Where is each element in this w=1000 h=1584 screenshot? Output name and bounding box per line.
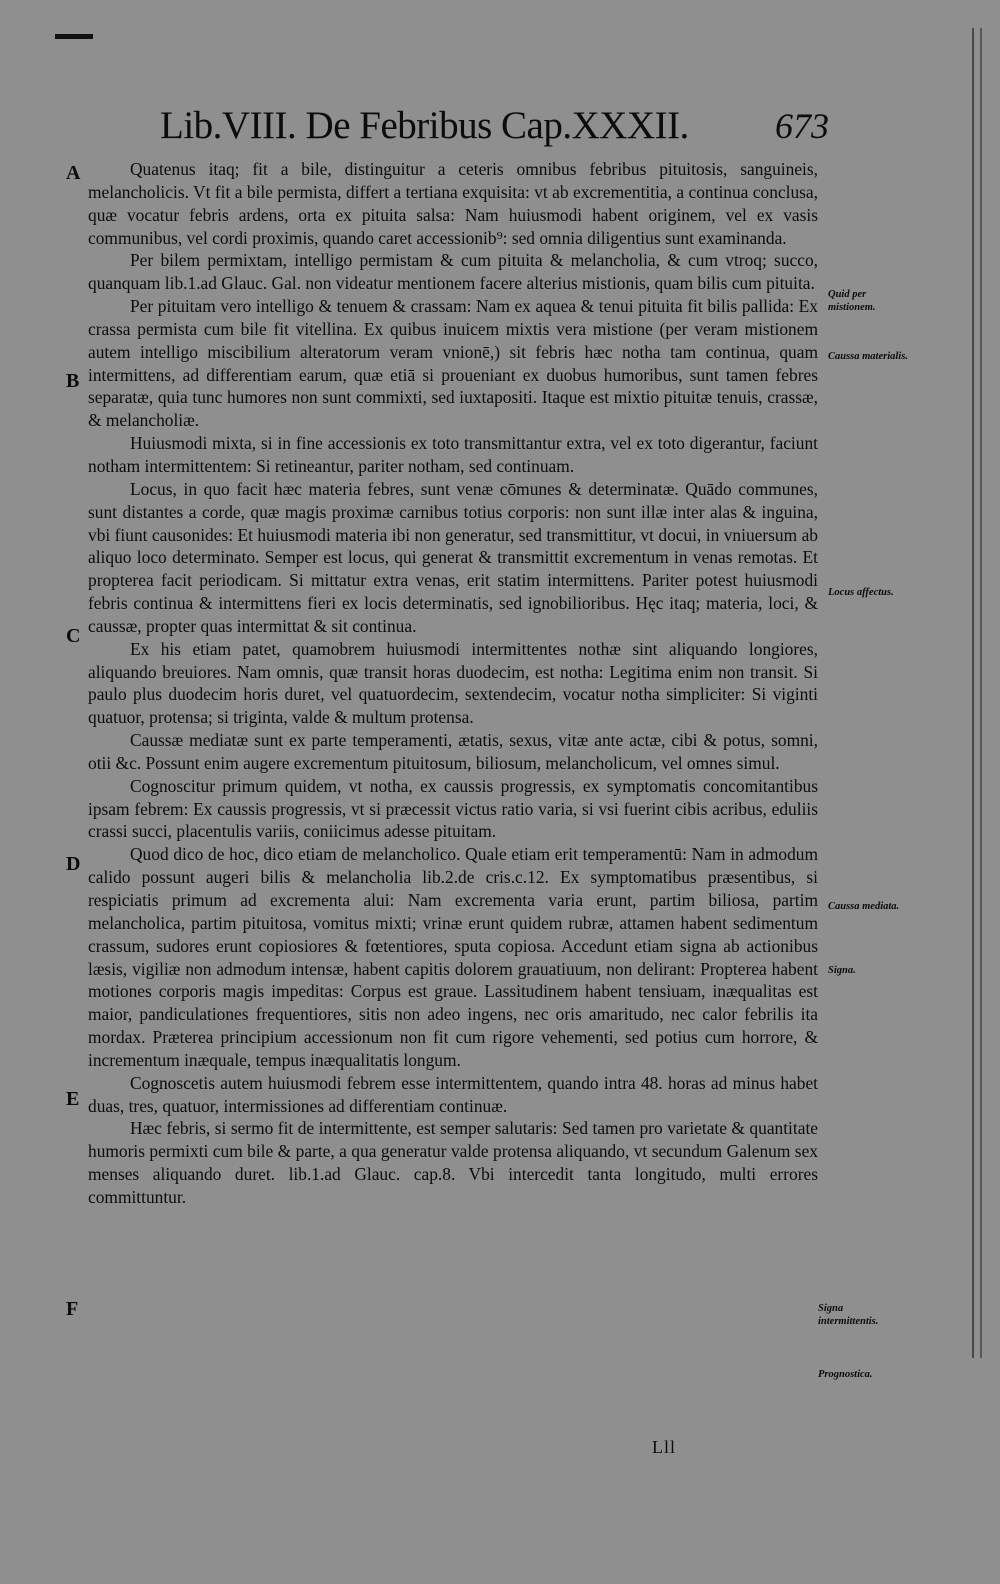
section-letter-b: B: [66, 370, 80, 392]
margin-note: Signa intermittentis.: [818, 1303, 879, 1327]
page-edge-line: [980, 28, 982, 1358]
margin-note: Locus affectus.: [828, 587, 894, 598]
section-letter-d: D: [66, 853, 81, 875]
paragraph: Ex his etiam patet, quamobrem huiusmodi intermittentes nothæ sint aliquando longiores, aliquando breuiores. Nam omnis, quæ transit horas duodecim, est notha: Legitima enim non transit. Si paulo plus duodecim horis duret, vel quatuordecim, sextendecim, vocatur notha simpliciter: Si viginti quatuor, protensa; si triginta, valde & multum protensa.: [88, 638, 818, 728]
top-rule: [55, 34, 93, 39]
page-number: 673: [775, 106, 829, 146]
section-letter-c: C: [66, 625, 81, 647]
running-title: Lib.VIII. De Febribus Cap.XXXII.: [160, 104, 689, 147]
body-text: [88, 158, 818, 1209]
section-letter-e: E: [66, 1088, 80, 1110]
section-letter-f: F: [66, 1298, 79, 1320]
margin-note: Quid per mistionem.: [828, 289, 876, 313]
paragraph: Quatenus itaq; fit a bile, distinguitur a ceteris omnibus febribus pituitosis, sanguineis, melancholicis. Vt fit a bile permista, differt a tertiana exquisita: vt ab excrementitia, a continua conclusa, quæ vocatur febris ardens, orta ex pituita salsa: Nam huiusmodi habent originem, vel ex vasis communibus, vel cordi proximis, quando caret accessionib⁹: sed omnia diligentius sunt examinanda.: [88, 159, 818, 248]
paragraph: Caussæ mediatæ sunt ex parte temperamenti, ætatis, sexus, vitæ ante actæ, cibi & potus, somni, otii &c. Possunt enim augere excrementum pituitosum, biliosum, melancholicum, vel omnes simul.: [88, 730, 818, 773]
paragraph: Hæc febris, si sermo fit de intermittente, est semper salutaris: Sed tamen pro varietate & quantitate humoris permixti cum bile & parte, a qua generatur valde protensa aliquando, vt secundum Galenum sex menses aliquando duret. lib.1.ad Glauc. cap.8. Vbi intercedit tanta longitudo, multi errores committuntur.: [88, 1118, 818, 1207]
page-header: [160, 103, 860, 151]
margin-note: Caussa mediata.: [828, 901, 900, 912]
paragraph: Locus, in quo facit hæc materia febres, sunt venæ cōmunes & determinatæ. Quādo communes, sunt distantes a corde, quæ magis proximæ carnibus totius corporis: non sunt illæ inter alas & inguina, vbi fiunt causonides: Et huiusmodi materia ibi non generatur, sed transmittitur, vt docui, in vniuersum ab aliquo loco determinato. Semper est locus, qui generat & transmittit excrementum in venas remotas. Et propterea facit periodicam. Si mittatur extra venas, erit statim intermittens. Pariter potest huiusmodi febris continua & intermittens fieri ex locis determinatis, sed ignobilioribus. Hęc itaq; materia, loci, & caussæ, propter quas intermittat & sit continua.: [88, 478, 818, 636]
paragraph: Per bilem permixtam, intelligo permistam & cum pituita & melancholia, & cum vtroq; succo, quanquam lib.1.ad Glauc. Gal. non videatur mentionem facere alterius mistionis, quam bilis cum pituita.: [88, 250, 818, 294]
margin-note: Signa.: [828, 965, 856, 976]
paragraph: Quod dico de hoc, dico etiam de melancholico. Quale etiam erit temperamentū: Nam in admodum calido possunt augeri bilis & melancholia lib.2.de cris.c.12. Ex symptomatibus præsentibus, si respiciatis primum ad excrementa alui: Nam excrementa varia erunt, partim biliosa, partim melancholica, partim pituitosa, vomitus mixti; vrinæ erunt quidem rubræ, attamen habent sedimentum crassum, sudores erunt copiosiores & fœtentiores, sputa copiosa. Accedunt etiam signa ab actionibus læsis, vigiliæ non admodum intensæ, habent capitis dolorem grauatiuum, non delirant: Propterea habent motiones corporis magis impeditas: Corpus est graue. Lassitudinem habent tensiuam, inæqualitas est maior, pandiculationes frequentiores, sitis non adeo ingens, nec oris amaritudo, nec calor febrilis ita mordax. Præterea principium accessionum non fit cum rigore vehementi, sed potius cum horrore, & incrementum inæquale, tempus inæqualitatis longum.: [88, 844, 818, 1070]
page-edge-line: [972, 28, 974, 1358]
paragraph: Cognoscetis autem huiusmodi febrem esse intermittentem, quando intra 48. horas ad minus habet duas, tres, quatuor, intermissiones ad differentiam continuæ.: [88, 1072, 818, 1116]
section-letter-a: A: [66, 162, 81, 184]
paragraph: Cognoscitur primum quidem, vt notha, ex caussis progressis, ex symptomatis concomitantibus ipsam febrem: Ex caussis progressis, vt si præcessit victus ratio varia, si vsi fuerint cibis acribus, eduliis crassi succi, placentulis variis, coniicimus adesse pituitam.: [88, 775, 818, 842]
paragraph: Per pituitam vero intelligo & tenuem & crassam: Nam ex aquea & tenui pituita fit bilis pallida: Ex crassa permista cum bile fit vitellina. Ex quibus inuicem mixtis vera mistione (per veram mistionem autem intelligo miscibilium alteratorum veram vnionē,) sit febris hæc notha tam continua, quam intermittens, ad differentiam earum, quæ etiā si proueniant ex duobus humoribus, sunt tamen febres separatæ, quia tunc humores non sunt commixti, sed iuxtapositi. Itaque est mixtio pituitæ tenuis, crassæ, & melancholiæ.: [88, 296, 818, 431]
paragraph: Huiusmodi mixta, si in fine accessionis ex toto transmittantur extra, vel ex toto digerantur, faciunt notham intermittentem: Si retineantur, pariter notham, sed continuam.: [88, 433, 818, 476]
margin-note: Caussa materialis.: [828, 351, 908, 362]
signature-mark: Lll: [652, 1437, 676, 1457]
margin-note: Prognostica.: [818, 1369, 873, 1380]
